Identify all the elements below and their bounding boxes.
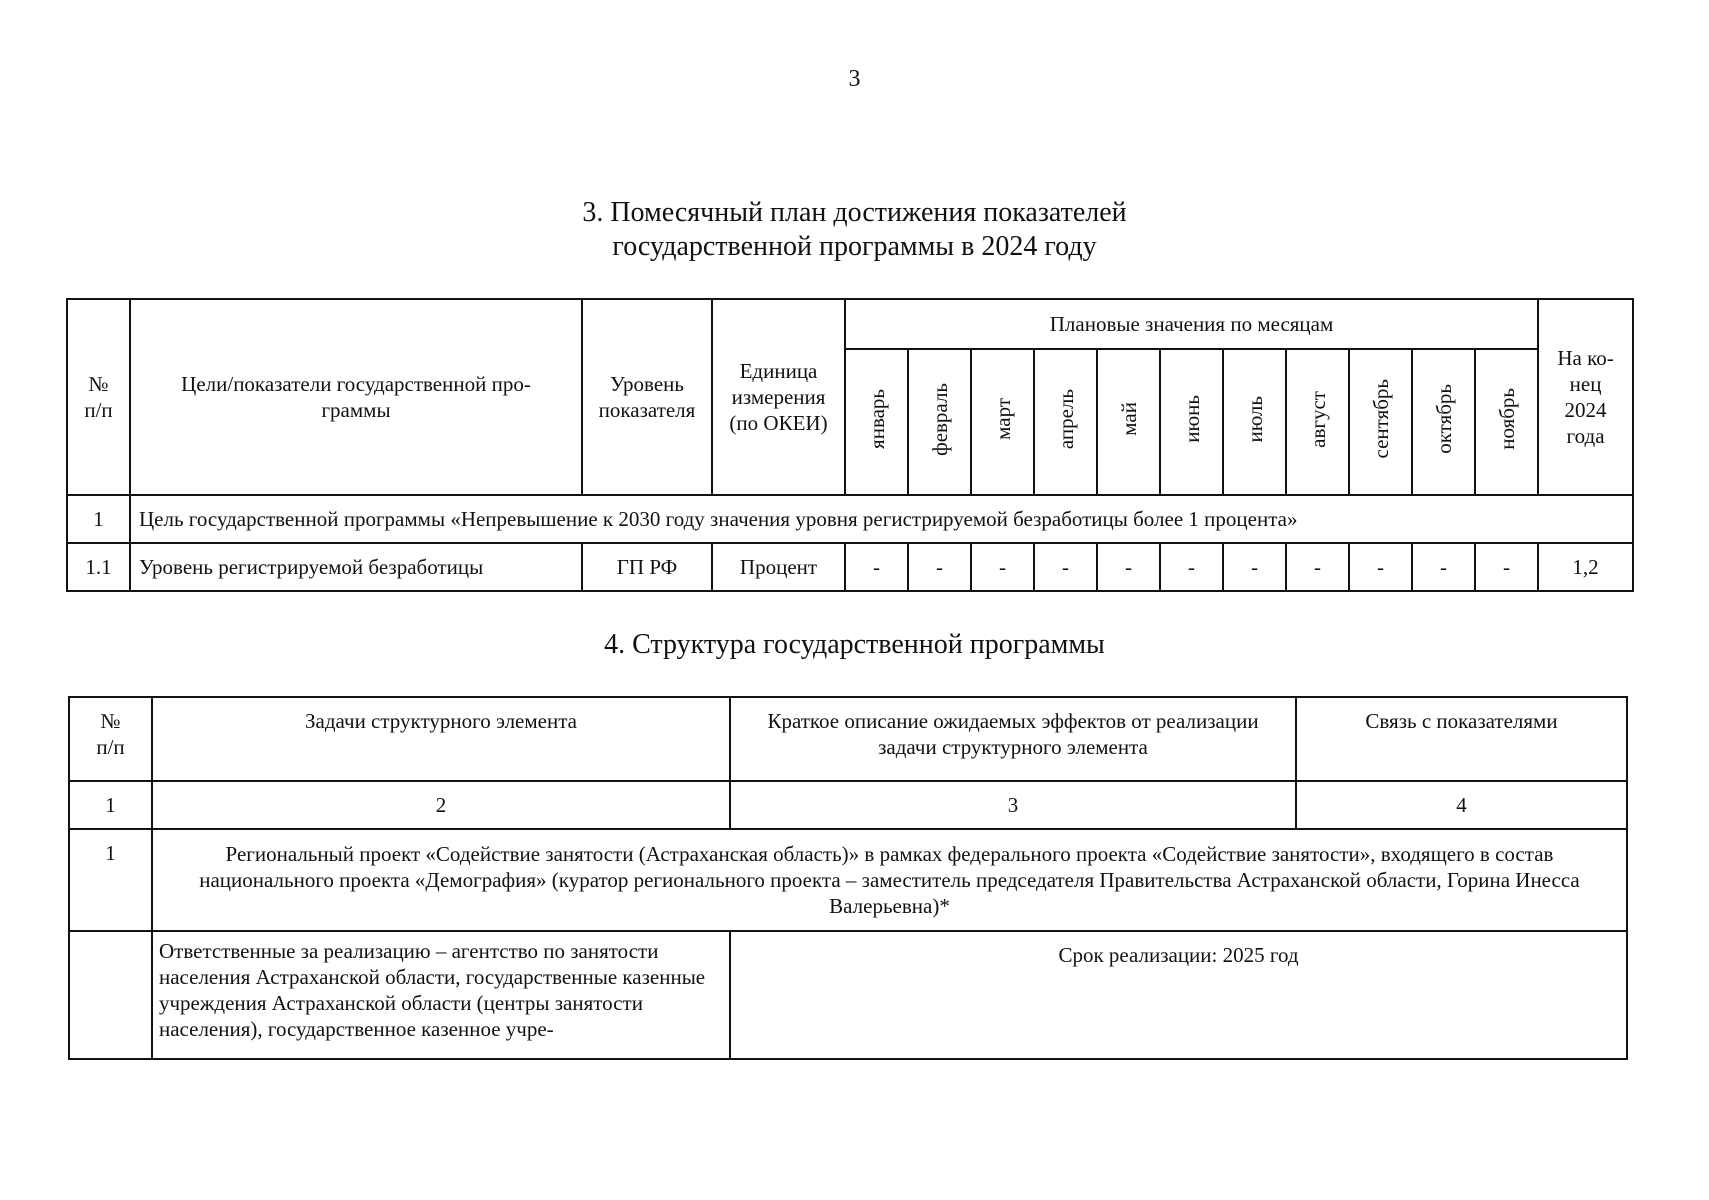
indicator-row-num: 1.1 <box>67 543 130 591</box>
section-3-title-line2: государственной программы в 2024 году <box>612 231 1097 262</box>
structure-header-link: Связь с показателями <box>1296 697 1627 781</box>
header-month-feb: февраль <box>908 349 971 495</box>
indicator-level: ГП РФ <box>582 543 712 591</box>
section-4-title: 4. Структура государственной программы <box>604 629 1105 660</box>
header-unit: Единица измерения (по ОКЕИ) <box>712 299 845 495</box>
goal-row-text: Цель государственной программы «Непревышение к 2030 году значения уровня регистрируемой безработицы более 1 процента» <box>130 495 1633 543</box>
indicator-month-value: - <box>1349 543 1412 591</box>
responsible-row-empty <box>69 931 152 1059</box>
indicator-month-value: - <box>1223 543 1286 591</box>
indicator-unit: Процент <box>712 543 845 591</box>
indicator-month-value: - <box>1475 543 1538 591</box>
indicator-month-value: - <box>1412 543 1475 591</box>
header-month-apr: апрель <box>1034 349 1097 495</box>
structure-header-tasks: Задачи структурного элемента <box>152 697 730 781</box>
header-goals: Цели/показатели государственной про- граммы <box>130 299 582 495</box>
column-number: 2 <box>152 781 730 829</box>
header-month-sep: сентябрь <box>1349 349 1412 495</box>
indicator-month-value: - <box>845 543 908 591</box>
structure-header-effects: Краткое описание ожидаемых эффектов от реализации задачи структурного элемента <box>730 697 1296 781</box>
header-monthly: Плановые значения по месяцам <box>845 299 1538 349</box>
indicator-name: Уровень регистрируемой безработицы <box>130 543 582 591</box>
indicator-month-value: - <box>908 543 971 591</box>
header-end-of-year: На ко- нец 2024 года <box>1538 299 1633 495</box>
responsible-text: Ответственные за реализацию – агентство по занятости населения Астраханской области, государственные казенные учреждения Астраханской области (центры занятости населения), государственное казенное учре- <box>152 931 730 1059</box>
indicator-month-value: - <box>1034 543 1097 591</box>
header-level: Уровень показателя <box>582 299 712 495</box>
header-month-may: май <box>1097 349 1160 495</box>
column-number: 1 <box>69 781 152 829</box>
header-month-jul: июль <box>1223 349 1286 495</box>
section-3-title <box>0 196 1709 264</box>
goal-row-num: 1 <box>67 495 130 543</box>
program-structure-table <box>68 696 1628 1060</box>
indicator-month-value: - <box>971 543 1034 591</box>
header-month-jan: январь <box>845 349 908 495</box>
indicator-month-value: - <box>1286 543 1349 591</box>
indicator-end-value: 1,2 <box>1538 543 1633 591</box>
header-num: № п/п <box>67 299 130 495</box>
header-month-nov: ноябрь <box>1475 349 1538 495</box>
header-month-oct: октябрь <box>1412 349 1475 495</box>
header-month-mar: март <box>971 349 1034 495</box>
header-month-jun: июнь <box>1160 349 1223 495</box>
term-text: Срок реализации: 2025 год <box>730 931 1627 1059</box>
indicator-month-value: - <box>1160 543 1223 591</box>
indicator-month-value: - <box>1097 543 1160 591</box>
project-row-text: Региональный проект «Содействие занятости (Астраханская область)» в рамках федерального проекта «Содействие занятости», входящего в состав национального проекта «Демография» (куратор регионального проекта – заместитель председателя Правительства Астраханской области, Горина Инесса Валерьевна)* <box>152 829 1627 931</box>
structure-header-num: № п/п <box>69 697 152 781</box>
column-number: 3 <box>730 781 1296 829</box>
header-month-aug: август <box>1286 349 1349 495</box>
monthly-plan-table <box>66 298 1634 592</box>
page-number: 3 <box>848 66 861 92</box>
column-number: 4 <box>1296 781 1627 829</box>
section-3-title-line1: 3. Помесячный план достижения показателей <box>582 197 1127 228</box>
project-row-num: 1 <box>69 829 152 931</box>
